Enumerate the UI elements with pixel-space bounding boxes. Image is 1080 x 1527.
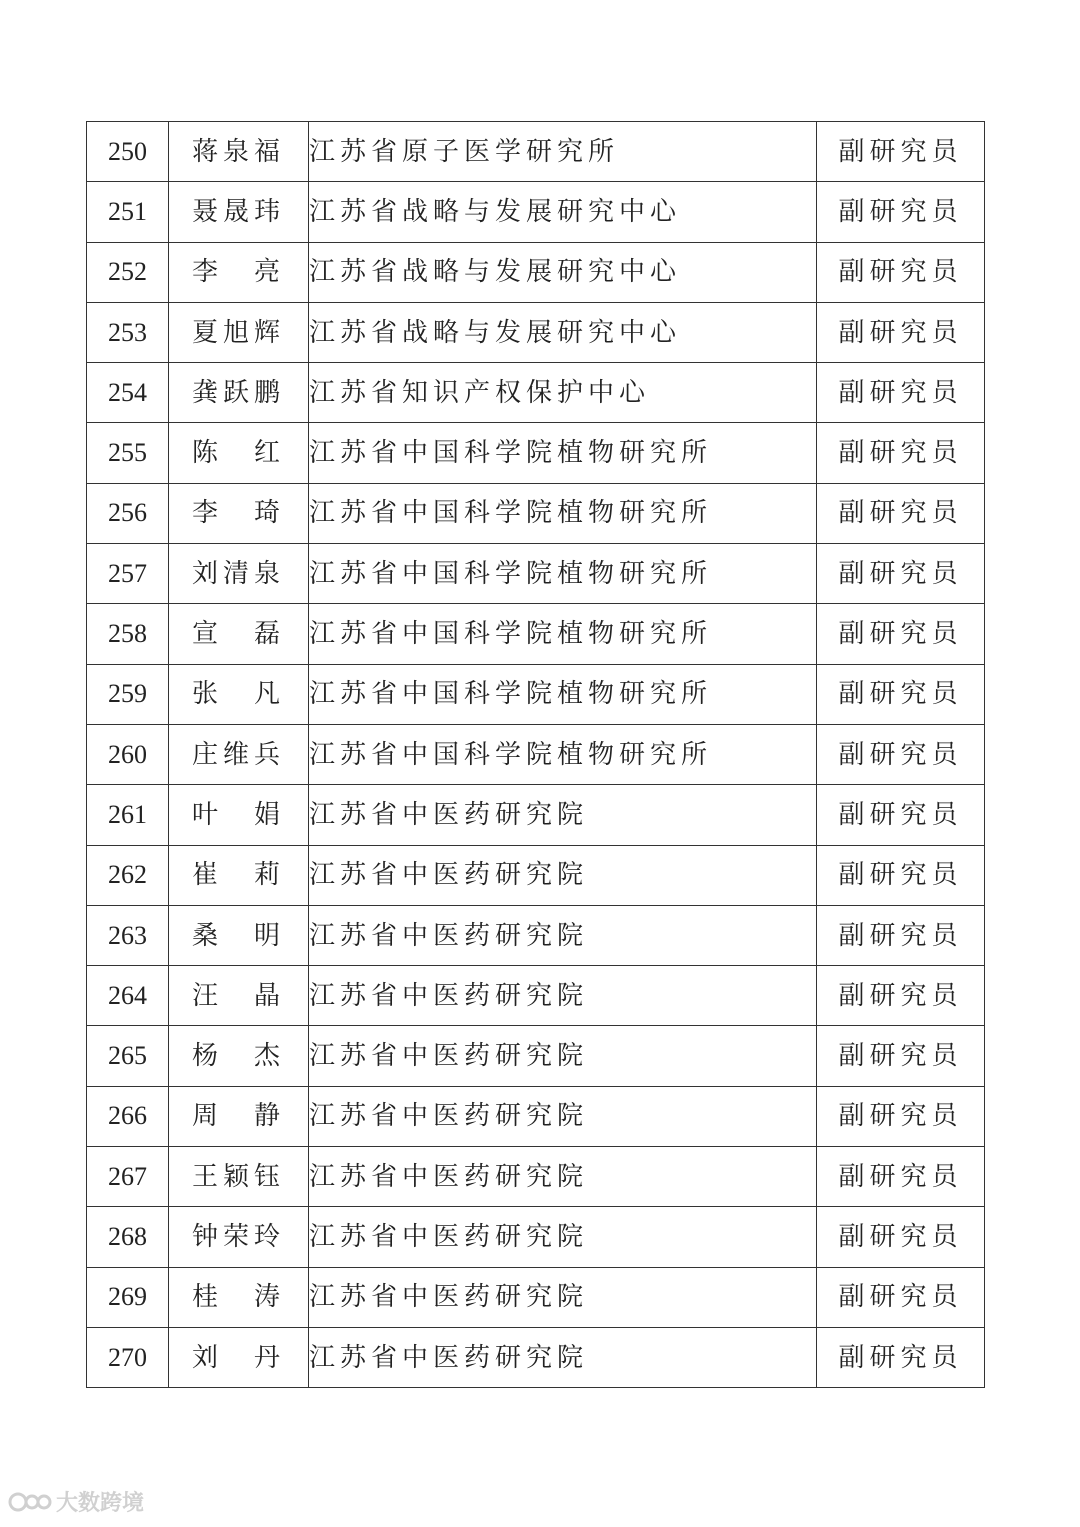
row-number: 266 [87,1086,169,1146]
row-number: 255 [87,423,169,483]
person-name: 杨 杰 [169,1026,309,1086]
organization: 江苏省战略与发展研究中心 [309,182,817,242]
person-name: 李 亮 [169,242,309,302]
row-number: 256 [87,483,169,543]
row-number: 251 [87,182,169,242]
roster-table-body [87,122,985,1388]
organization: 江苏省原子医学研究所 [309,122,817,182]
table-row [87,1267,985,1327]
table-row [87,1207,985,1267]
job-title: 副研究员 [817,242,985,302]
organization: 江苏省中国科学院植物研究所 [309,604,817,664]
table-row [87,905,985,965]
organization: 江苏省知识产权保护中心 [309,363,817,423]
organization: 江苏省中医药研究院 [309,1207,817,1267]
organization: 江苏省中国科学院植物研究所 [309,544,817,604]
organization: 江苏省中医药研究院 [309,1267,817,1327]
table-row [87,122,985,182]
job-title: 副研究员 [817,1086,985,1146]
job-title: 副研究员 [817,724,985,784]
person-name: 叶 娟 [169,785,309,845]
organization: 江苏省中医药研究院 [309,966,817,1026]
row-number: 253 [87,302,169,362]
table-row [87,845,985,905]
table-row [87,1327,985,1387]
table-row [87,785,985,845]
organization: 江苏省中医药研究院 [309,905,817,965]
job-title: 副研究员 [817,845,985,905]
organization: 江苏省中国科学院植物研究所 [309,664,817,724]
person-name: 刘清泉 [169,544,309,604]
person-name: 宣 磊 [169,604,309,664]
person-name: 桂 涛 [169,1267,309,1327]
organization: 江苏省中医药研究院 [309,785,817,845]
organization: 江苏省战略与发展研究中心 [309,242,817,302]
job-title: 副研究员 [817,423,985,483]
job-title: 副研究员 [817,122,985,182]
person-name: 李 琦 [169,483,309,543]
person-name: 桑 明 [169,905,309,965]
job-title: 副研究员 [817,905,985,965]
watermark-text: 大数跨境 [56,1491,145,1516]
row-number: 264 [87,966,169,1026]
job-title: 副研究员 [817,182,985,242]
row-number: 250 [87,122,169,182]
table-row [87,423,985,483]
row-number: 259 [87,664,169,724]
table-row [87,242,985,302]
table-row [87,966,985,1026]
person-name: 龚跃鹏 [169,363,309,423]
organization: 江苏省中国科学院植物研究所 [309,423,817,483]
row-number: 254 [87,363,169,423]
person-name: 刘 丹 [169,1327,309,1387]
job-title: 副研究员 [817,363,985,423]
person-name: 聂晟玮 [169,182,309,242]
organization: 江苏省中医药研究院 [309,1026,817,1086]
organization: 江苏省中国科学院植物研究所 [309,724,817,784]
row-number: 252 [87,242,169,302]
table-row [87,483,985,543]
row-number: 258 [87,604,169,664]
organization: 江苏省中医药研究院 [309,1147,817,1207]
job-title: 副研究员 [817,483,985,543]
organization: 江苏省中医药研究院 [309,1327,817,1387]
person-name: 张 凡 [169,664,309,724]
person-name: 蒋泉福 [169,122,309,182]
job-title: 副研究员 [817,1207,985,1267]
job-title: 副研究员 [817,1147,985,1207]
row-number: 263 [87,905,169,965]
person-name: 王颖钰 [169,1147,309,1207]
person-name: 汪 晶 [169,966,309,1026]
table-row [87,1086,985,1146]
job-title: 副研究员 [817,1327,985,1387]
table-row [87,1026,985,1086]
table-row [87,544,985,604]
person-name: 周 静 [169,1086,309,1146]
table-row [87,363,985,423]
row-number: 260 [87,724,169,784]
organization: 江苏省中医药研究院 [309,1086,817,1146]
person-name: 庄维兵 [169,724,309,784]
organization: 江苏省中国科学院植物研究所 [309,483,817,543]
job-title: 副研究员 [817,1026,985,1086]
job-title: 副研究员 [817,966,985,1026]
job-title: 副研究员 [817,604,985,664]
row-number: 262 [87,845,169,905]
job-title: 副研究员 [817,664,985,724]
roster-table [86,121,985,1388]
brand-logo-icon [8,1491,52,1513]
job-title: 副研究员 [817,785,985,845]
person-name: 钟荣玲 [169,1207,309,1267]
table-row [87,302,985,362]
table-row [87,604,985,664]
job-title: 副研究员 [817,1267,985,1327]
person-name: 崔 莉 [169,845,309,905]
row-number: 265 [87,1026,169,1086]
row-number: 270 [87,1327,169,1387]
row-number: 261 [87,785,169,845]
organization: 江苏省战略与发展研究中心 [309,302,817,362]
row-number: 257 [87,544,169,604]
job-title: 副研究员 [817,302,985,362]
table-row [87,182,985,242]
person-name: 陈 红 [169,423,309,483]
row-number: 268 [87,1207,169,1267]
row-number: 269 [87,1267,169,1327]
organization: 江苏省中医药研究院 [309,845,817,905]
job-title: 副研究员 [817,544,985,604]
table-row [87,1147,985,1207]
table-row [87,664,985,724]
row-number: 267 [87,1147,169,1207]
table-row [87,724,985,784]
watermark [8,1486,144,1517]
person-name: 夏旭辉 [169,302,309,362]
